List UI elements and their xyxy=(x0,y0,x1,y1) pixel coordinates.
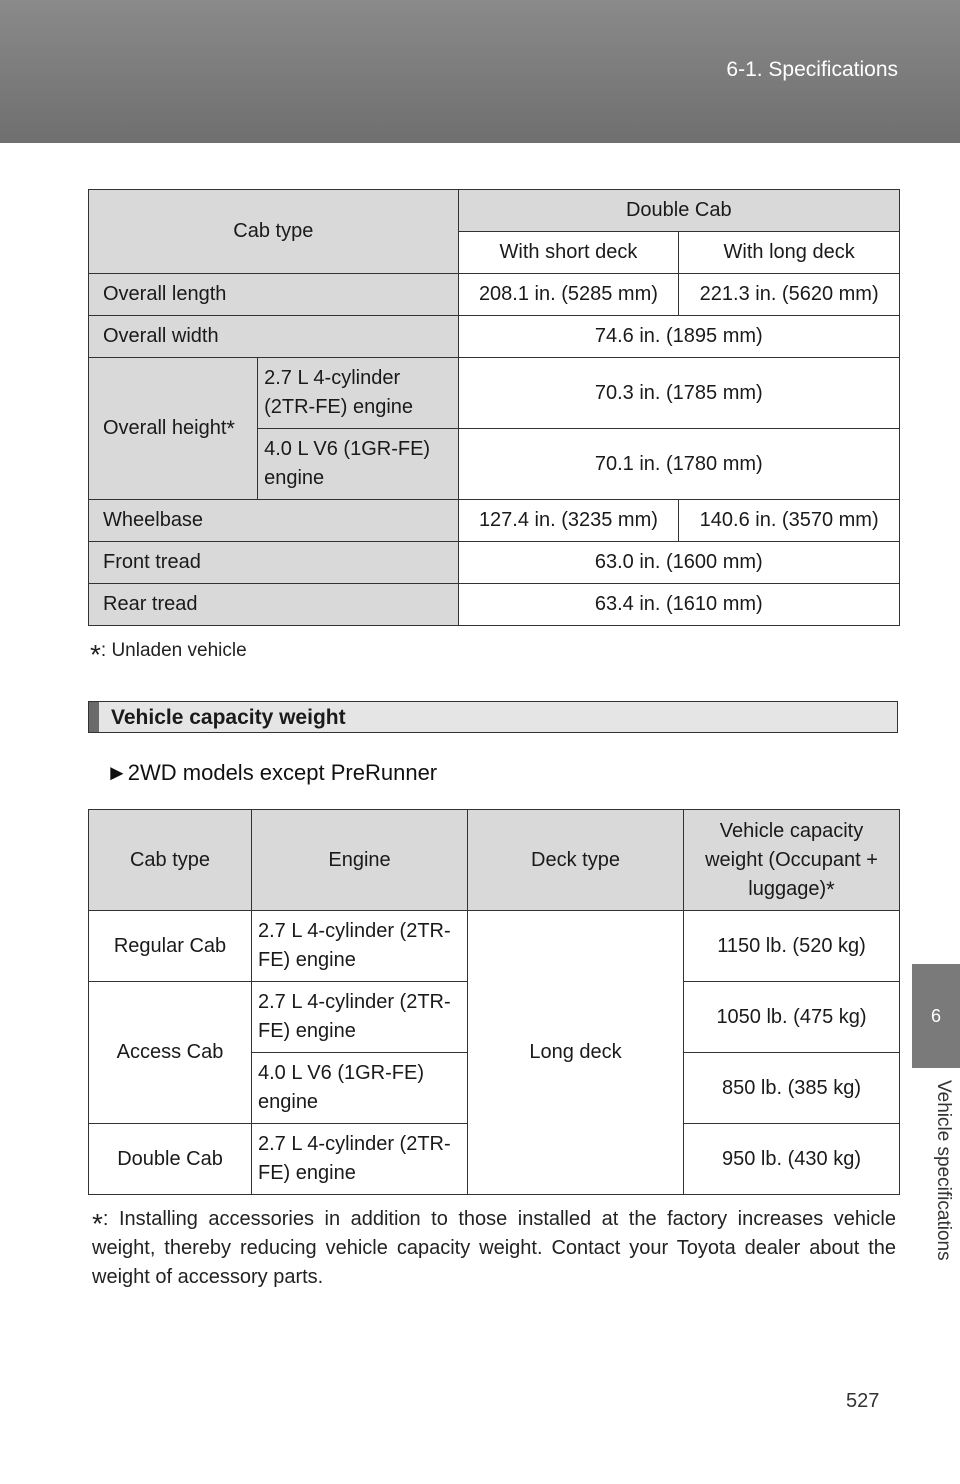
cell-value: 74.6 in. (1895 mm) xyxy=(458,316,899,358)
engine-cell: 2.7 L 4-cylinder (2TR-FE) engine xyxy=(252,982,468,1053)
dimensions-table xyxy=(88,189,900,626)
cell-value: 70.1 in. (1780 mm) xyxy=(458,429,899,500)
col-header-engine: Engine xyxy=(252,810,468,911)
overall-height-label: Overall height xyxy=(103,417,227,439)
chapter-label: Vehicle specifications xyxy=(933,1080,954,1261)
col-header-weight: Vehicle capacity weight (Occupant + luggage)* xyxy=(684,810,900,911)
capacity-table xyxy=(88,809,900,1195)
asterisk-mark: * xyxy=(826,876,835,902)
cell-value: 221.3 in. (5620 mm) xyxy=(679,274,900,316)
footnote-accessories: *: Installing accessories in addition to those installed at the factory increases vehicle weight, thereby reducing vehicle capacity weight. Contact your Toyota dealer about the weight of accessory parts. xyxy=(92,1208,896,1288)
weight-cell: 1050 lb. (475 kg) xyxy=(684,982,900,1053)
row-label: Rear tread xyxy=(89,584,459,626)
row-label: Front tread xyxy=(89,542,459,584)
col-header-cab: Cab type xyxy=(89,810,252,911)
cell-value: 70.3 in. (1785 mm) xyxy=(458,358,899,429)
subheading: ►2WD models except PreRunner xyxy=(106,760,438,785)
row-label: Overall length xyxy=(89,274,459,316)
footnote-unladen: *: Unladen vehicle xyxy=(90,639,247,670)
table-row xyxy=(89,911,900,982)
cab-cell: Access Cab xyxy=(89,982,252,1124)
engine-cell: 2.7 L 4-cylinder (2TR-FE) engine xyxy=(258,358,458,429)
cab-type-header: Cab type xyxy=(89,190,459,274)
row-label xyxy=(89,358,258,500)
row-label: Wheelbase xyxy=(89,500,459,542)
engine-cell: 4.0 L V6 (1GR-FE) engine xyxy=(252,1053,468,1124)
table-row xyxy=(89,274,900,316)
engine-cell: 2.7 L 4-cylinder (2TR-FE) engine xyxy=(252,1124,468,1195)
table-row xyxy=(89,358,900,429)
engine-cell: 4.0 L V6 (1GR-FE) engine xyxy=(258,429,458,500)
deck-cell: Long deck xyxy=(468,911,684,1195)
weight-cell: 1150 lb. (520 kg) xyxy=(684,911,900,982)
chapter-tab[interactable]: 6 xyxy=(912,964,960,1068)
section-heading: Vehicle capacity weight xyxy=(88,701,898,733)
cab-cell: Double Cab xyxy=(89,1124,252,1195)
cell-value: 63.4 in. (1610 mm) xyxy=(458,584,899,626)
long-deck-header: With long deck xyxy=(679,232,900,274)
table-row xyxy=(89,316,900,358)
col-header-deck: Deck type xyxy=(468,810,684,911)
cab-cell: Regular Cab xyxy=(89,911,252,982)
cell-value: 208.1 in. (5285 mm) xyxy=(458,274,679,316)
weight-cell: 850 lb. (385 kg) xyxy=(684,1053,900,1124)
asterisk-mark: * xyxy=(92,1208,103,1239)
cell-value: 63.0 in. (1600 mm) xyxy=(458,542,899,584)
weight-cell: 950 lb. (430 kg) xyxy=(684,1124,900,1195)
cell-value: 127.4 in. (3235 mm) xyxy=(458,500,679,542)
asterisk-mark: * xyxy=(90,639,101,670)
engine-cell: 2.7 L 4-cylinder (2TR-FE) engine xyxy=(252,911,468,982)
row-label: Overall width xyxy=(89,316,459,358)
short-deck-header: With short deck xyxy=(458,232,679,274)
section-title: 6-1. Specifications xyxy=(726,58,898,81)
cell-value: 140.6 in. (3570 mm) xyxy=(679,500,900,542)
double-cab-header: Double Cab xyxy=(458,190,899,232)
asterisk-mark: * xyxy=(226,416,235,441)
table-row xyxy=(89,584,900,626)
table-row xyxy=(89,542,900,584)
table-row xyxy=(89,500,900,542)
page-number: 527 xyxy=(846,1390,880,1412)
